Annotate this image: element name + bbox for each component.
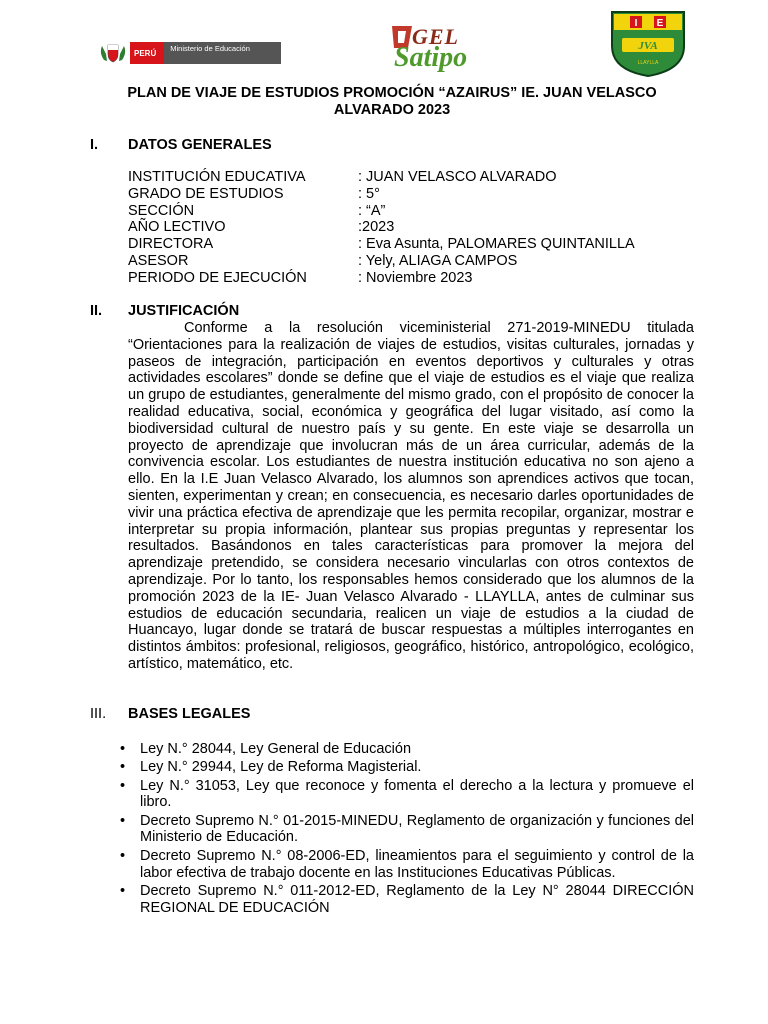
list-item xyxy=(118,813,694,847)
shield-jva-monogram: JVA xyxy=(638,40,658,52)
bullet-icon: • xyxy=(120,812,126,829)
datos-key: DIRECTORA xyxy=(128,236,214,253)
list-item-text: Ley N.° 29944, Ley de Reforma Magisterial. xyxy=(140,759,422,776)
datos-value: : “A” xyxy=(358,202,386,219)
shield-e-letter: E xyxy=(656,18,664,29)
list-item-text: Ley N.° 31053, Ley que reconoce y fomenta el derecho a la lectura y promueve el libro. xyxy=(140,777,694,811)
datos-row xyxy=(128,236,635,253)
section-number: III. xyxy=(90,706,107,722)
datos-key: ASESOR xyxy=(128,252,189,269)
section-title: BASES LEGALES xyxy=(128,706,251,722)
datos-key: GRADO DE ESTUDIOS xyxy=(128,185,284,202)
bullet-icon: • xyxy=(120,882,126,899)
list-item-text: Ley N.° 28044, Ley General de Educación xyxy=(140,741,412,757)
datos-key: AÑO LECTIVO xyxy=(128,219,226,236)
shield-i-letter: I xyxy=(634,18,638,29)
minedu-peru-label: PERÚ xyxy=(130,42,164,64)
school-shield-logo xyxy=(608,8,688,78)
list-item xyxy=(118,741,694,758)
list-item xyxy=(118,759,694,776)
document-title xyxy=(96,85,688,119)
document-title-line1: PLAN DE VIAJE DE ESTUDIOS PROMOCIÓN “AZAIRUS” IE. JUAN VELASCO xyxy=(127,85,657,101)
justificacion-body xyxy=(128,320,694,673)
bullet-icon: • xyxy=(120,777,126,794)
datos-row xyxy=(128,186,635,203)
datos-row xyxy=(128,253,635,270)
minedu-logo xyxy=(96,42,281,64)
datos-row xyxy=(128,169,635,186)
datos-key: INSTITUCIÓN EDUCATIVA xyxy=(128,169,306,185)
datos-value: : Yely, ALIAGA CAMPOS xyxy=(358,252,518,269)
datos-row xyxy=(128,270,635,287)
list-item xyxy=(118,848,694,882)
list-item-text: Decreto Supremo N.° 08-2006-ED, lineamientos para el seguimiento y control de la labor efectiva de trabajo docente en las Instituciones Educativas Públicas. xyxy=(140,847,694,881)
section-number: II. xyxy=(90,303,103,319)
bullet-icon: • xyxy=(120,847,126,864)
ugel-top-text: GEL xyxy=(412,24,459,49)
page-header xyxy=(0,0,768,90)
peru-coat-of-arms-icon xyxy=(96,42,130,64)
ugel-bottom-text: Satipo xyxy=(394,42,468,73)
datos-row xyxy=(128,203,635,220)
datos-value: : Noviembre 2023 xyxy=(358,269,473,286)
section-title: DATOS GENERALES xyxy=(128,137,272,153)
datos-value: : Eva Asunta, PALOMARES QUINTANILLA xyxy=(358,236,635,253)
minedu-ministry-label: Ministerio de Educación xyxy=(164,42,281,64)
list-item xyxy=(118,883,694,917)
justificacion-paragraph: Conforme a la resolución viceministerial 271-2019-MINEDU titulada “Orientaciones para la realización de viajes de estudios, visitas culturales, jornadas y paseos de integración, participación en eventos deportivos y culturales y otras actividades escolares” donde se define que el viaje de estudios es el viaje que realiza un grupo de estudiantes, generalmente del mismo grado, con el propósito de conocer la realidad educativa, social, económica y geográfica del lugar visitado, así como la biodiversidad cultural de nuestro país y su gente. En este viaje se desarrolla un proyecto de aprendizaje que involucran más de un área curricular, además de la convivencia escolar. Los estudiantes de nuestra institución educativa no son ajeno a ello. En la I.E Juan Velasco Alvarado, los alumnos son aprendices activos que tocan, sienten, experimentan y crean; en consecuencia, es necesario darles oportunidades de vivir una práctica efectiva de aprendizaje que les permita recopilar, organizar, mostrar e interpretar su propia información, plantear sus propias preguntas y representar los resultados. Basándonos en tales características para promover la mejora del aprendizaje pretendido, se considera necesario vincularlas con otros contextos de aprendizaje. Por lo tanto, los responsables hemos considerado que los alumnos de la promoción 2023 de la IE- Juan Velasco Alvarado - LLAYLLA, antes de culminar sus estudios de educación secundaria, realicen un viaje de estudios a la ciudad de Huancayo, lugar donde se tratará de buscar respuestas a múltiples interrogantes en distintos ámbitos: profesional, religiosos, geográfico, histórico, antropológico, ecológico, artístico, matemático, etc. xyxy=(128,320,694,672)
datos-value: : JUAN VELASCO ALVARADO xyxy=(358,169,557,185)
document-title-line2: ALVARADO 2023 xyxy=(333,102,451,118)
datos-row xyxy=(128,219,635,236)
section-title: JUSTIFICACIÓN xyxy=(128,303,240,319)
list-item-text: Decreto Supremo N.° 011-2012-ED, Reglamento de la Ley N° 28044 DIRECCIÓN REGIONAL DE EDUCACIÓN xyxy=(140,882,694,916)
datos-value: : 5° xyxy=(358,185,380,202)
datos-value: :2023 xyxy=(358,219,395,236)
ugel-satipo-logo xyxy=(380,22,520,74)
shield-caption: LLAYLLA xyxy=(637,60,659,66)
list-item xyxy=(118,778,694,812)
list-item-text: Decreto Supremo N.° 01-2015-MINEDU, Reglamento de organización y funciones del Ministerio de Educación. xyxy=(140,812,694,846)
bases-legales-list xyxy=(118,741,694,918)
bullet-icon: • xyxy=(120,741,126,757)
datos-generales-table xyxy=(128,169,635,287)
bullet-icon: • xyxy=(120,759,126,776)
datos-key: PERIODO DE EJECUCIÓN xyxy=(128,269,307,286)
section-number: I. xyxy=(90,137,99,153)
datos-key: SECCIÓN xyxy=(128,202,195,219)
